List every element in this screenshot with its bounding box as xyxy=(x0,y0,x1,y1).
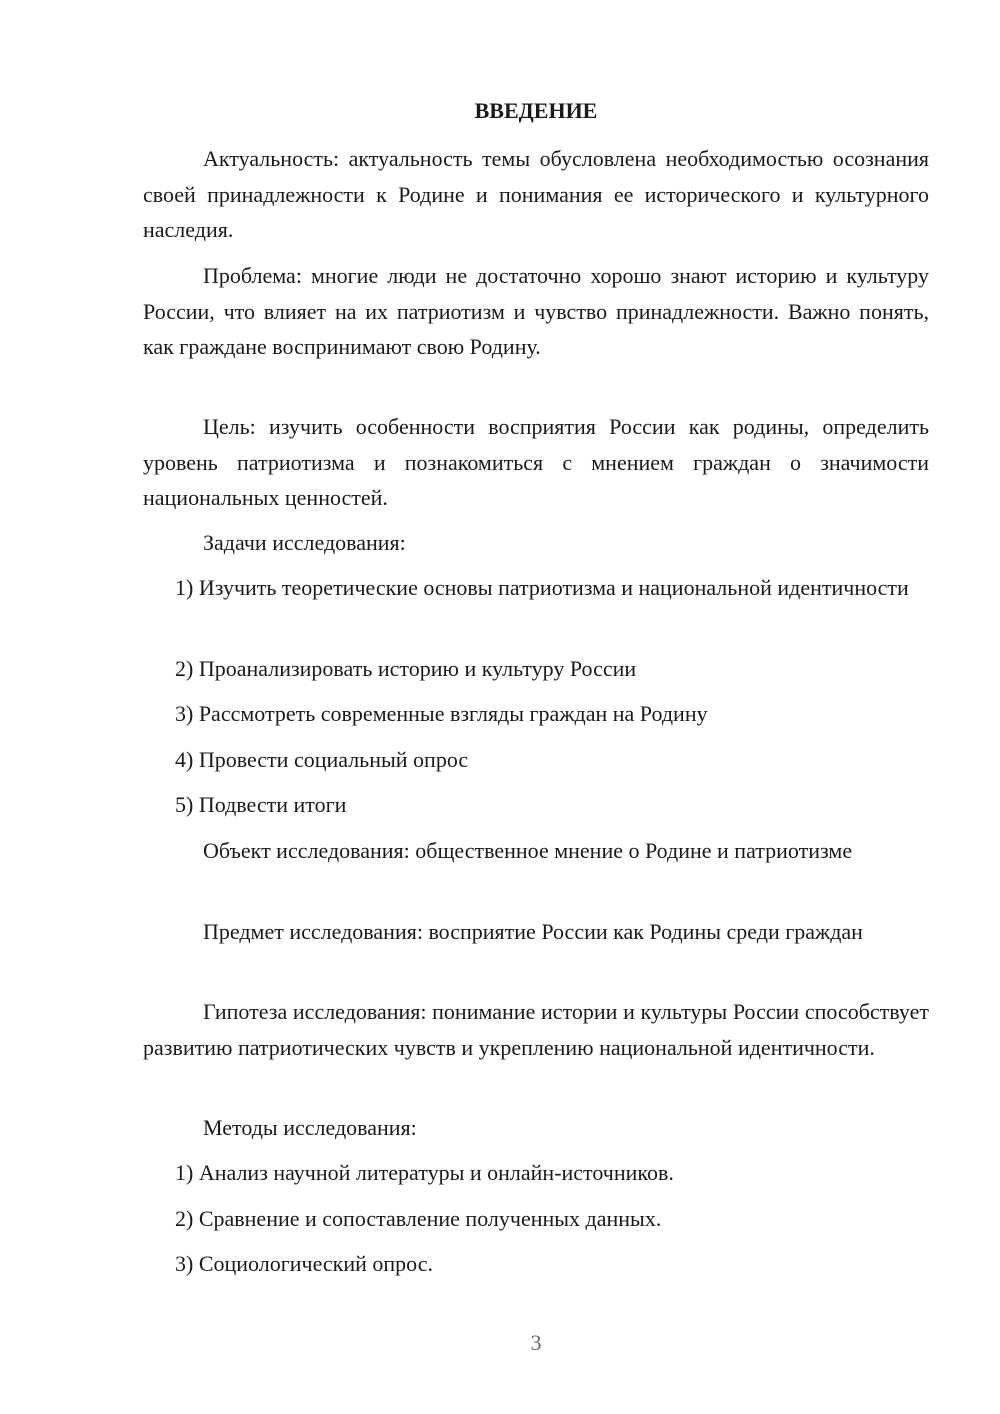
list-item-method-1: 1) Анализ научной литературы и онлайн-источников. xyxy=(175,1160,674,1185)
paragraph-tasks-heading: Задачи исследования: xyxy=(203,530,406,555)
paragraph-object: Объект исследования: общественное мнение о Родине и патриотизме xyxy=(203,838,853,863)
list-item-task-4: 4) Провести социальный опрос xyxy=(175,747,469,772)
section-title: ВВЕДЕНИЕ xyxy=(474,98,598,123)
paragraph-subject: Предмет исследования: восприятие России как Родины среди граждан xyxy=(203,919,863,944)
list-item-task-2: 2) Проанализировать историю и культуру России xyxy=(175,656,637,681)
list-item-method-2: 2) Сравнение и сопоставление полученных данных. xyxy=(175,1206,662,1231)
paragraph-relevance: Актуальность: актуальность темы обусловлена необходимостью осознания своей принадлежности к Родине и понимания ее исторического и культурного наследия. xyxy=(143,146,929,242)
list-item-task-1: 1) Изучить теоретические основы патриотизма и национальной идентичности xyxy=(175,575,909,600)
page-number: 3 xyxy=(530,1330,542,1355)
list-item-task-3: 3) Рассмотреть современные взгляды граждан на Родину xyxy=(175,701,708,726)
list-item-method-3: 3) Социологический опрос. xyxy=(175,1251,433,1276)
paragraph-hypothesis: Гипотеза исследования: понимание истории и культуры России способствует развитию патриотических чувств и укреплению национальной идентичности. xyxy=(143,999,929,1060)
paragraph-goal: Цель: изучить особенности восприятия России как родины, определить уровень патриотизма и познакомиться с мнением граждан о значимости национальных ценностей. xyxy=(143,414,929,510)
paragraph-problem: Проблема: многие люди не достаточно хорошо знают историю и культуру России, что влияет на их патриотизм и чувство принадлежности. Важно понять, как граждане воспринимают свою Родину. xyxy=(143,263,929,359)
list-item-task-5: 5) Подвести итоги xyxy=(175,792,347,817)
paragraph-methods-heading: Методы исследования: xyxy=(203,1115,417,1140)
